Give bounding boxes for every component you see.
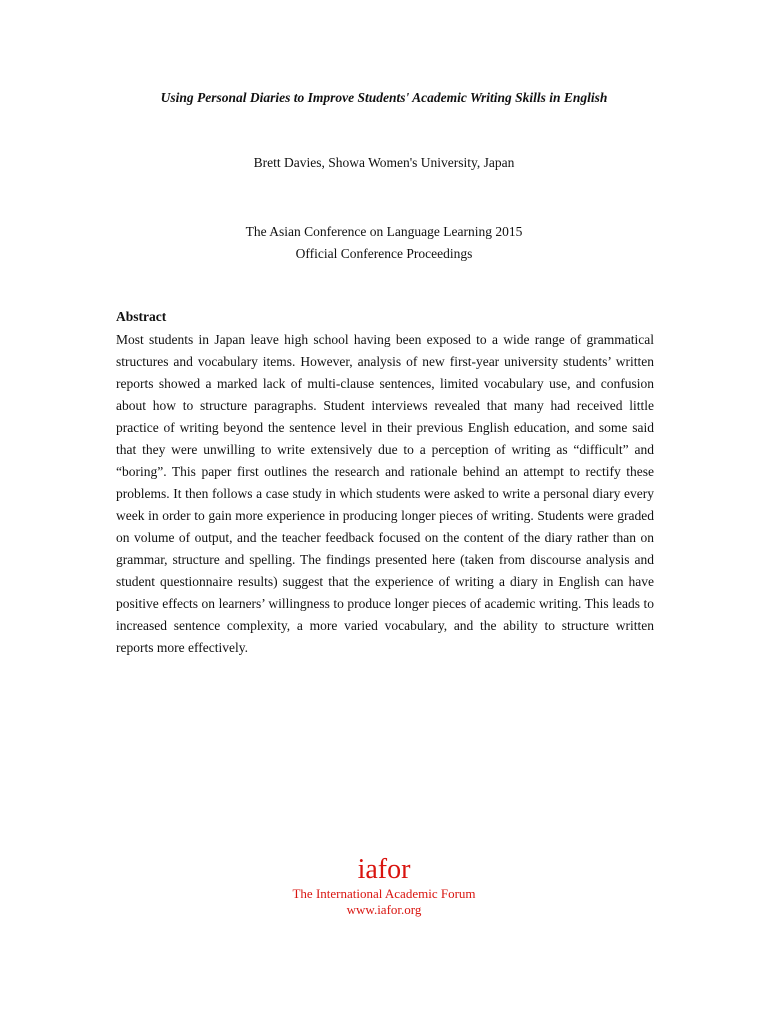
iafor-footer [0, 854, 768, 918]
iafor-logo-text: iafor [357, 854, 411, 885]
abstract-heading: Abstract [116, 309, 167, 324]
forum-name: The International Academic Forum [292, 886, 476, 901]
paper-title: Using Personal Diaries to Improve Students' Academic Writing Skills in English [160, 90, 608, 105]
conference-name: The Asian Conference on Language Learning 2015 [245, 224, 523, 239]
proceedings-label: Official Conference Proceedings [295, 246, 473, 261]
footer-url: www.iafor.org [346, 902, 422, 917]
author-affiliation: Brett Davies, Showa Women's University, Japan [253, 155, 515, 170]
conference-info [0, 221, 768, 265]
abstract-text: Most students in Japan leave high school having been exposed to a wide range of grammatical structures and vocabulary items. However, analysis of new first-year university students’ written reports showed a marked lack of multi-clause sentences, limited vocabulary use, and confusion about how to structure paragraphs. Student interviews revealed that many had received little practice of writing beyond the sentence level in their previous English education, and some said that they were unwilling to write extensively due to a perception of writing as “difficult” and “boring”. This paper first outlines the research and rationale behind an attempt to rectify these problems. It then follows a case study in which students were asked to write a personal diary every week in order to gain more experience in producing longer pieces of writing. Students were graded on volume of output, and the teacher feedback focused on the content of the diary rather than on grammar, structure and spelling. The findings presented here (taken from discourse analysis and student questionnaire results) suggest that the experience of writing a diary in English can have positive effects on learners’ willingness to produce longer pieces of academic writing. This leads to increased sentence complexity, a more varied vocabulary, and the ability to structure written reports more effectively. [116, 332, 654, 655]
